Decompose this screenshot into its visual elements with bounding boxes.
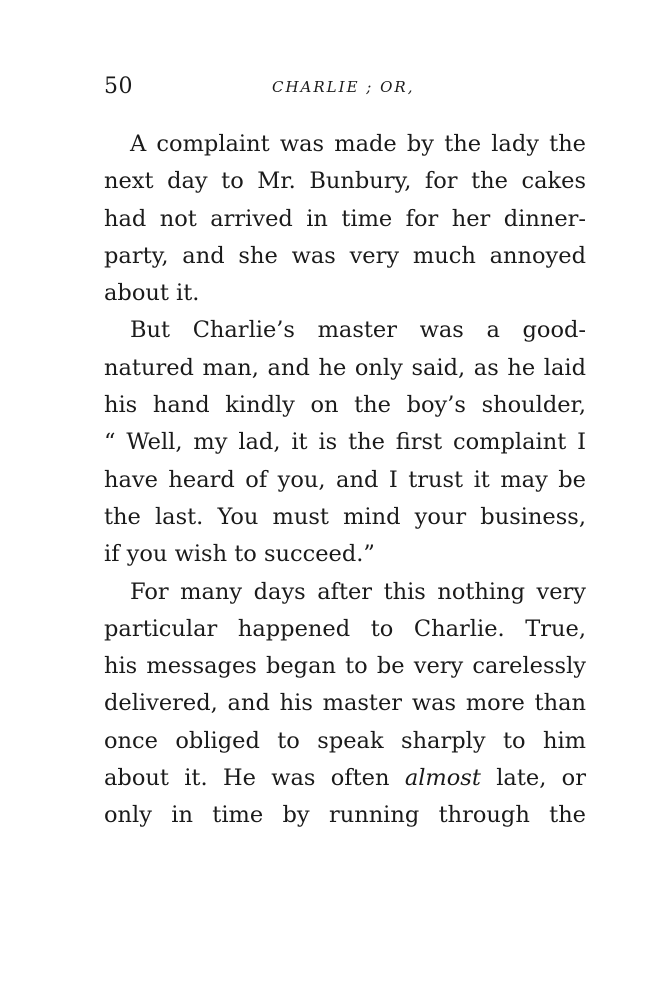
text-segment: late, or [480, 765, 586, 792]
italic-word: almost [404, 765, 481, 792]
text-segment: about it. He was often [104, 765, 405, 792]
text-line: his messages began to be very carelessly [104, 653, 586, 680]
text-line: next day to Mr. Bunbury, for the cakes [104, 168, 586, 195]
body-text [104, 126, 586, 835]
text-line: only in time by running through the [104, 802, 586, 829]
text-line: party, and she was very much annoyed [104, 242, 586, 269]
text-line: about it. [104, 280, 200, 307]
text-line: A complaint was made by the lady the [130, 131, 586, 157]
text-line: the last. You must mind your business, [104, 503, 586, 530]
text-line: natured man, and he only said, as he laid [104, 354, 586, 381]
running-head: CHARLIE ; OR, [272, 78, 415, 96]
text-line: particular happened to Charlie. True, [104, 615, 586, 642]
text-line [104, 760, 586, 797]
page-header [104, 74, 588, 104]
text-line: But Charlie’s master was a good- [130, 317, 586, 344]
text-line: For many days after this nothing very [130, 578, 586, 605]
text-line: if you wish to succeed.” [104, 541, 375, 568]
text-line: delivered, and his master was more than [104, 690, 586, 717]
text-line: have heard of you, and I trust it may be [104, 466, 586, 493]
text-line: once obliged to speak sharply to him [104, 727, 586, 754]
page-number: 50 [104, 74, 133, 99]
text-line: “ Well, my lad, it is the first complaint I [104, 429, 586, 456]
text-line: his hand kindly on the boy’s shoulder, [104, 392, 586, 419]
text-line: had not arrived in time for her dinner- [104, 205, 586, 232]
